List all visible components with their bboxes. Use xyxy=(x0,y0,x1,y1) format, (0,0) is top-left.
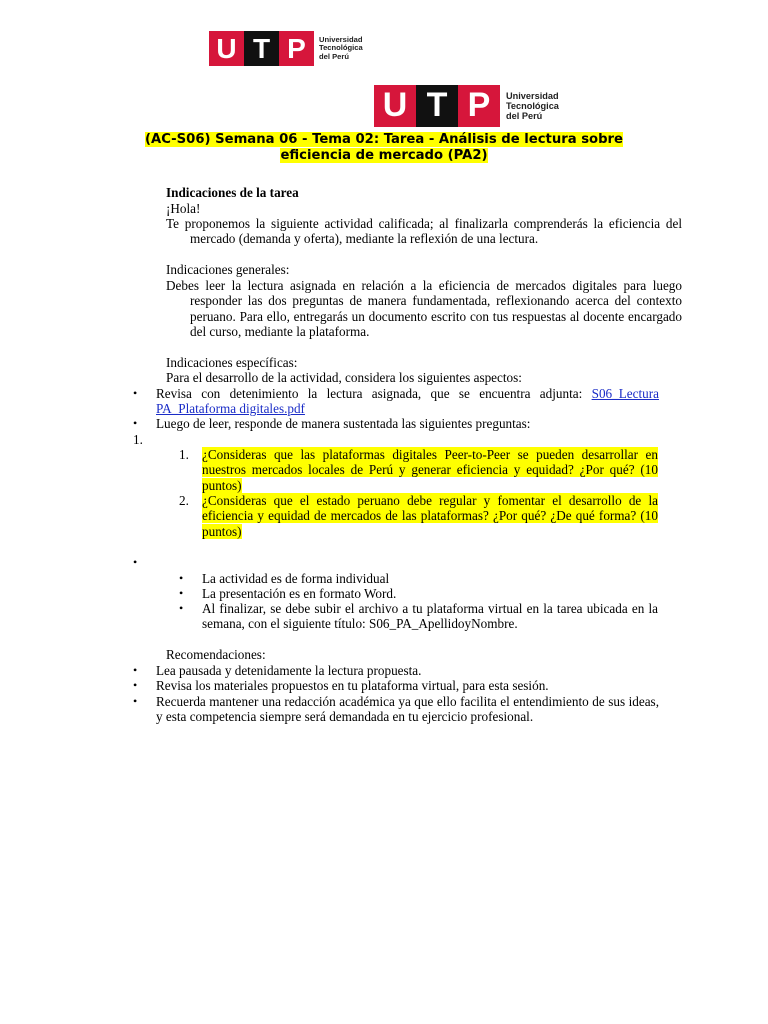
bullet-glyph: • xyxy=(133,694,138,708)
logo-letter-p: P xyxy=(279,31,314,66)
logo-text-line: del Perú xyxy=(506,111,543,122)
recommendation-text: Revisa los materiales propuestos en tu plataforma virtual, para esta sesión. xyxy=(156,678,549,693)
greeting: ¡Hola! xyxy=(166,201,201,216)
question-item xyxy=(179,447,658,493)
list-item xyxy=(133,416,659,431)
list-item xyxy=(133,663,659,678)
logo-text-line: Tecnológica xyxy=(506,100,559,111)
page-title xyxy=(100,132,668,164)
logo-letter-p: P xyxy=(458,85,500,127)
utp-logo-second xyxy=(374,85,559,127)
logo-text-line: del Perú xyxy=(319,51,349,61)
sub-list-item xyxy=(179,586,658,601)
logo-wordmark xyxy=(319,36,363,62)
bullet-glyph: • xyxy=(179,586,184,600)
bullet-glyph: • xyxy=(133,555,138,569)
bullet-glyph: • xyxy=(133,678,138,692)
specific-lead: Para el desarrollo de la actividad, considera los siguientes aspectos: xyxy=(166,370,522,385)
logo-letter-t: T xyxy=(244,31,279,66)
sub-bullet-text: La actividad es de forma individual xyxy=(202,571,390,586)
list-item xyxy=(133,694,659,725)
list-item xyxy=(133,678,659,693)
bullet-glyph: • xyxy=(133,663,138,677)
bullet-glyph: • xyxy=(133,416,138,430)
logo-text-line: Universidad xyxy=(319,34,363,44)
question-text: ¿Consideras que el estado peruano debe regular y fomentar el desarrollo de la eficiencia y equidad de mercados de las plataformas? ¿Por qué? ¿De qué forma? (10 puntos) xyxy=(202,493,658,539)
specific-heading: Indicaciones específicas: xyxy=(166,355,298,370)
recommendations-heading: Recomendaciones: xyxy=(166,647,266,662)
general-heading: Indicaciones generales: xyxy=(166,262,290,277)
bullet-text: Revisa con detenimiento la lectura asignada, que se encuentra adjunta: xyxy=(156,386,592,401)
title-line-1: (AC-S06) Semana 06 - Tema 02: Tarea - Análisis de lectura sobre xyxy=(144,132,624,147)
sub-bullet-text: Al finalizar, se debe subir el archivo a tu plataforma virtual en la tarea ubicada en la semana, con el siguiente título: S06_PA_ApellidoyNombre. xyxy=(202,601,658,632)
recommendation-text: Lea pausada y detenidamente la lectura propuesta. xyxy=(156,663,422,678)
logo-letter-u: U xyxy=(374,85,416,127)
list-item xyxy=(133,386,659,417)
utp-logo-blocks xyxy=(374,85,500,127)
question-number: 1. xyxy=(179,447,189,462)
utp-logo-top xyxy=(209,31,363,66)
sub-bullet-text: La presentación es en formato Word. xyxy=(202,586,397,601)
bullet-text: Luego de leer, responde de manera sustentada las siguientes preguntas: xyxy=(156,416,531,431)
logo-text-line: Tecnológica xyxy=(319,43,363,53)
task-heading: Indicaciones de la tarea xyxy=(166,185,299,200)
question-text: ¿Consideras que las plataformas digitales Peer-to-Peer se pueden desarrollar en nuestros mercados locales de Perú y generar eficiencia y equidad? ¿Por qué? (10 puntos) xyxy=(202,447,658,493)
logo-wordmark xyxy=(506,91,559,122)
utp-logo-blocks xyxy=(209,31,314,66)
title-line-2: eficiencia de mercado (PA2) xyxy=(280,148,488,163)
intro-paragraph: Te proponemos la siguiente actividad calificada; al finalizarla comprenderás la eficiencia del mercado (demanda y oferta), mediante la reflexión de una lectura. xyxy=(166,216,682,247)
recommendation-text: Recuerda mantener una redacción académica ya que ello facilita el entendimiento de sus ideas, y esta competencia siempre será demandada en tu ejercicio profesional. xyxy=(156,694,659,725)
bullet-glyph: • xyxy=(179,601,184,615)
general-paragraph: Debes leer la lectura asignada en relación a la eficiencia de mercados digitales para luego responder las dos preguntas de manera fundamentada, reflexionando acerca del contexto peruano. Para ello, entregarás un documento escrito con tus respuestas al docente encargado del curso, mediante la plataforma. xyxy=(166,278,682,340)
lectura-pdf-link[interactable]: S06_Lectura PA_Plataforma digitales.pdf xyxy=(156,386,659,417)
question-number: 2. xyxy=(179,493,189,508)
logo-text-line: Universidad xyxy=(506,90,559,101)
question-item xyxy=(179,493,658,539)
bullet-glyph: • xyxy=(133,386,138,400)
sub-list-item xyxy=(179,601,658,632)
outer-list-number: 1. xyxy=(133,432,143,447)
bullet-glyph: • xyxy=(179,571,184,585)
logo-letter-t: T xyxy=(416,85,458,127)
logo-letter-u: U xyxy=(209,31,244,66)
sub-list-item xyxy=(179,571,658,586)
